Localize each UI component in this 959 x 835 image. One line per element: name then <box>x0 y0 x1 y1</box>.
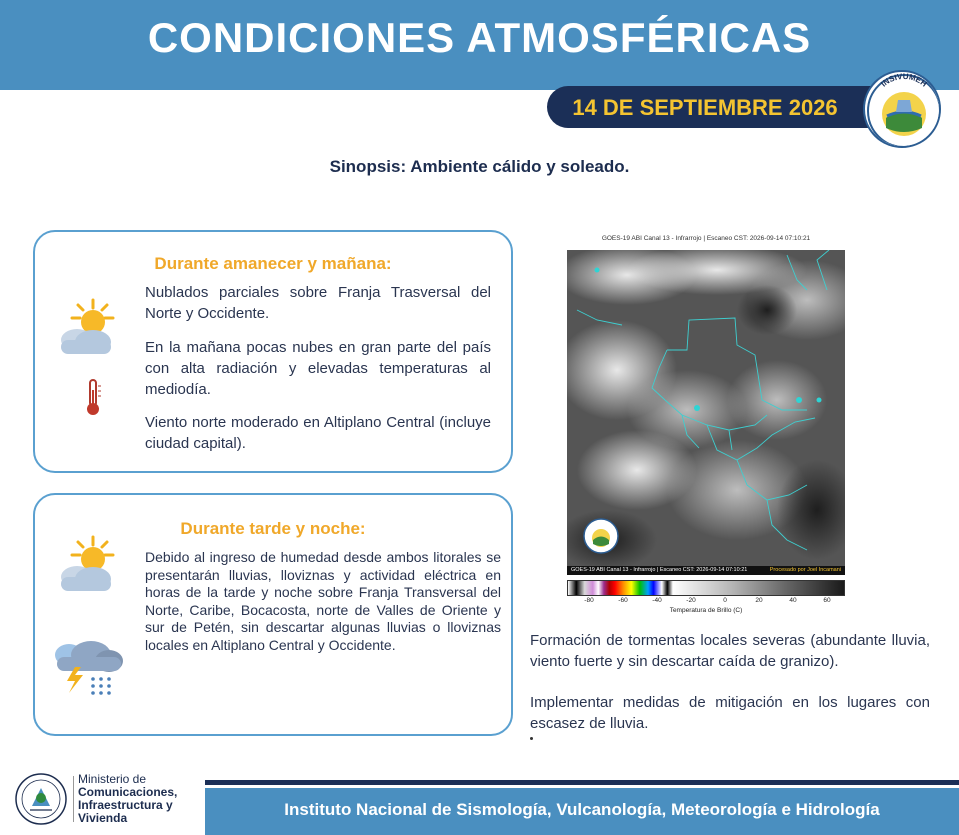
sun-cloud-icon <box>47 533 123 603</box>
institute-name: Instituto Nacional de Sismología, Vulcanología, Meteorología e Hidrología <box>284 800 880 819</box>
colorbar-label: Temperatura de Brillo (C) <box>669 607 743 614</box>
colorbar-tick: -60 <box>618 597 628 604</box>
satellite-strip-text <box>567 566 845 575</box>
sun-cloud-icon <box>47 296 123 366</box>
satellite-caption: GOES-19 ABI Canal 13 - Infrarrojo | Escaneo CST: 2026-09-14 07:10:21 <box>601 235 811 242</box>
satellite-strip-label: GOES-19 ABI Canal 13 - Infrarrojo | Escaneo CST: 2026-09-14 07:10:21 <box>571 567 748 573</box>
satellite-strip-credit: Procesado por Joel Incamani <box>769 567 841 573</box>
morning-paragraph-1: Nublados parciales sobre Franja Trasversal del Norte y Occidente. <box>145 284 491 322</box>
footer-divider <box>73 776 74 822</box>
storm-cloud-icon <box>47 637 127 703</box>
svg-text:INSIVUMEH: INSIVUMEH <box>879 72 929 89</box>
insivumeh-logo <box>863 70 941 148</box>
footer-accent-line <box>205 780 959 785</box>
page-title: CONDICIONES ATMOSFÉRICAS <box>147 14 812 61</box>
note-mitigation: Implementar medidas de mitigación en los lugares con escasez de lluvia. <box>530 694 930 732</box>
ministry-line-4: Vivienda <box>78 811 128 825</box>
colorbar-tick: -20 <box>686 597 696 604</box>
ministry-line-2: Comunicaciones, <box>78 785 178 799</box>
colorbar-tick: 60 <box>823 597 831 604</box>
guatemala-seal-icon <box>14 772 68 826</box>
morning-paragraph-2: En la mañana pocas nubes en gran parte del país con alta radiación y elevadas temperaturas al mediodía. <box>145 339 491 398</box>
colorbar-tick: -40 <box>652 597 662 604</box>
note-storms: Formación de tormentas locales severas (abundante lluvia, viento fuerte y sin descartar caída de granizo). <box>530 632 930 670</box>
satellite-image <box>567 250 845 575</box>
colorbar-ticks <box>567 597 845 607</box>
colorbar-tick: 20 <box>755 597 763 604</box>
synopsis: Sinopsis: Ambiente cálido y soleado. <box>329 157 630 176</box>
temperature-colorbar <box>567 580 845 596</box>
evening-card <box>33 493 513 736</box>
evening-heading: Durante tarde y noche: <box>180 519 366 538</box>
ministry-line-1: Ministerio de <box>78 772 147 786</box>
bullet-dot <box>530 737 533 740</box>
colorbar-tick: 0 <box>723 597 727 604</box>
colorbar-tick: 40 <box>789 597 797 604</box>
ministry-logo-text <box>78 773 177 825</box>
morning-paragraph-3: Viento norte moderado en Altiplano Central (incluye ciudad capital). <box>145 414 491 452</box>
morning-heading: Durante amanecer y mañana: <box>154 254 392 273</box>
thermometer-icon <box>83 378 103 422</box>
date-label: 14 DE SEPTIEMBRE 2026 <box>572 95 838 120</box>
evening-paragraph-1: Debido al ingreso de humedad desde ambos litorales se presentarán lluvias, lloviznas y actividad eléctrica en horas de la tarde y noche sobre Franja Transversal del Norte, Caribe, Bocacosta, norte de Valles de Oriente y sur de Petén, sin descartar algunas lluvias o lloviznas locales en Altiplano Central y Occidente. <box>145 549 501 653</box>
colorbar-tick: -80 <box>584 597 594 604</box>
insivumeh-seal-icon <box>865 72 941 148</box>
ministry-line-3: Infraestructura y <box>78 798 173 812</box>
morning-card <box>33 230 513 473</box>
